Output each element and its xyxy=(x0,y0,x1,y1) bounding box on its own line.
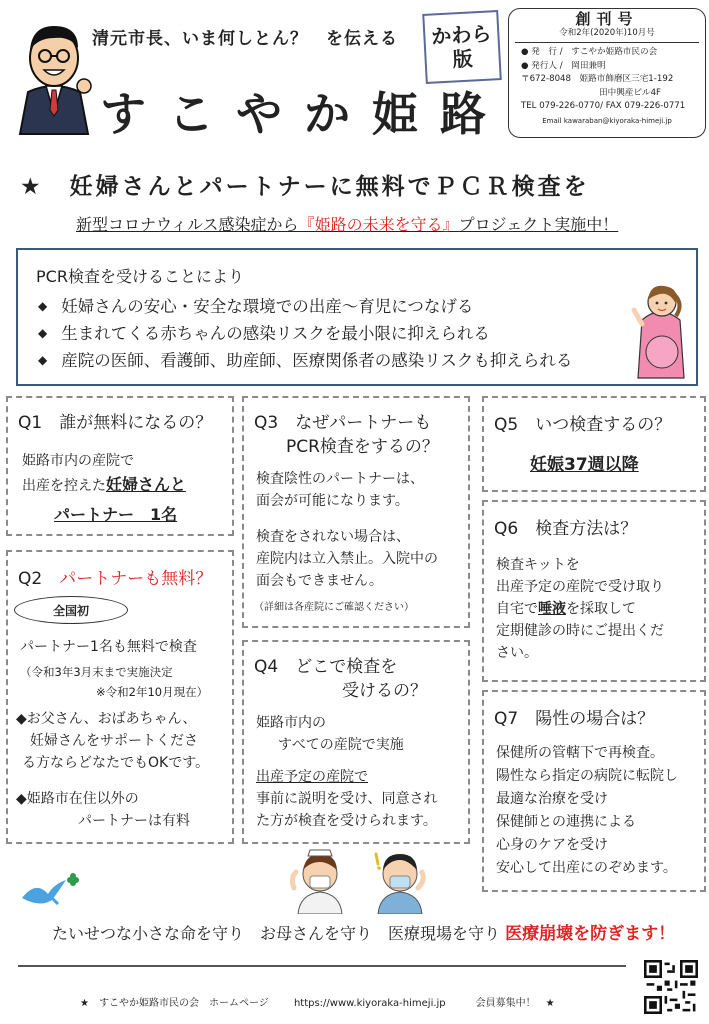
benefits-box xyxy=(16,248,698,386)
q7-line1: 保健所の管轄下で再検査。 xyxy=(496,745,664,761)
q6-line1: 検査キットを xyxy=(496,557,580,573)
nurse-illustration xyxy=(288,848,352,914)
q1-title: Q1 誰が無料になるの？ xyxy=(18,413,213,433)
issue-title: 創刊号 xyxy=(575,10,639,28)
q1-line1: 姫路市内の産院で xyxy=(22,453,134,469)
q7-line2: 陽性なら指定の病院に転院し xyxy=(496,768,678,784)
issue-info-box xyxy=(508,8,706,138)
q7-line3: 最適な治療を受け xyxy=(496,791,608,807)
q2-line4: ◆お父さん、おばあちゃん、 xyxy=(16,711,197,727)
q2-line7: ◆姫路市在住以外の xyxy=(16,791,139,807)
q2-line3: ※令和2年10月現在） xyxy=(96,685,209,699)
subhead-post: プロジェクト実施中！ xyxy=(458,215,619,234)
q6-line3-c: を採取して xyxy=(566,601,636,617)
pregnant-woman-illustration xyxy=(630,280,692,380)
benefits-list xyxy=(38,294,572,375)
q5-title: Q5 いつ検査するの？ xyxy=(494,415,672,435)
q4-title-line2: 受けるの？ xyxy=(342,681,427,701)
q6-line4: 定期健診の時にご提出くだ xyxy=(496,623,664,639)
q2-title-prefix: Q2 xyxy=(18,569,60,589)
q1-box xyxy=(6,396,234,536)
tel-fax: TEL 079-226-0770/ FAX 079-226-0771 xyxy=(521,101,686,111)
q3-box xyxy=(242,396,470,628)
q2-title-red: パートナーも無料？ xyxy=(59,569,213,589)
kawaraban-stamp xyxy=(422,10,502,84)
q3-line2: 面会が可能になります。 xyxy=(256,493,409,509)
q4-line5: た方が検査を受けられます。 xyxy=(256,813,437,829)
subheadline xyxy=(76,212,618,235)
q6-saliva: 唾液 xyxy=(538,601,566,617)
q6-line2: 出産予定の産院で受け取り xyxy=(496,579,664,595)
stamp-line1: かわら xyxy=(430,21,492,49)
q1-line2 xyxy=(22,472,186,495)
q3-line5: 面会もできません。 xyxy=(256,573,383,589)
q7-line4: 保健師との連携による xyxy=(496,814,636,830)
subhead-pre: 新型コロナウィルス感染症から xyxy=(76,215,299,234)
mayor-illustration xyxy=(14,14,94,140)
q2-title xyxy=(18,564,212,589)
subhead-red: 『姫路の未来を守る』 xyxy=(298,215,459,234)
newsletter-title: すこやか姫路 xyxy=(100,87,508,141)
q4-line2: すべての産院で実施 xyxy=(278,737,404,753)
q6-line5: さい。 xyxy=(496,645,538,661)
q2-box xyxy=(6,550,234,844)
benefits-lead: PCR検査を受けることにより xyxy=(36,267,244,286)
q5-answer: 妊娠37週以降 xyxy=(530,455,639,475)
q7-title: Q7 陽性の場合は？ xyxy=(494,709,655,729)
q3-title-line2: PCR検査をするの？ xyxy=(286,437,439,457)
q7-box xyxy=(482,690,706,892)
address: 〒672-8048 姫路市飾磨区三宅1-192 xyxy=(521,74,674,84)
benefit-item: ◆ 生まれてくる赤ちゃんの感染リスクを最小限に抑えられる xyxy=(38,321,572,348)
q6-line3-a: 自宅で xyxy=(496,601,538,617)
doctor-illustration xyxy=(368,848,432,914)
q6-box xyxy=(482,500,706,682)
qr-code[interactable] xyxy=(644,960,698,1014)
q2-line1: パートナー1名も無料で検査 xyxy=(20,639,197,655)
q6-title: Q6 検査方法は？ xyxy=(494,519,638,539)
q5-box xyxy=(482,396,706,492)
benefit-item: ◆ 妊婦さんの安心・安全な環境での出産～育児につなげる xyxy=(38,294,572,321)
q4-line4: 事前に説明を受け、同意され xyxy=(256,791,438,807)
q3-line4: 産院内は立入禁止。入院中の xyxy=(256,551,438,567)
slogan xyxy=(52,919,675,944)
q3-line3: 検査をされない場合は、 xyxy=(256,529,410,545)
tagline: 清元市長、いま何しとん？ を伝える xyxy=(92,29,398,49)
slogan-red: 医療崩壊を防ぎます！ xyxy=(505,924,676,944)
q4-title-line1: Q4 どこで検査を xyxy=(254,657,398,677)
first-in-nation-bubble: 全国初 xyxy=(14,596,128,624)
q4-line1: 姫路市内の xyxy=(256,715,326,731)
q1-highlight: 妊婦さんと xyxy=(106,475,187,494)
q1-line2-text: 出産を控えた xyxy=(22,478,106,494)
q3-title-line1: Q3 なぜパートナーも xyxy=(254,413,432,433)
q2-line6: る方ならどなたでもOKです。 xyxy=(22,755,210,771)
publisher: ● 発 行 / すこやか姫路市民の会 xyxy=(521,47,658,57)
slogan-main: たいせつな小さな命を守り お母さんを守り 医療現場を守り xyxy=(52,924,501,943)
q6-line3 xyxy=(496,598,636,621)
q2-line8: パートナーは有料 xyxy=(78,813,190,829)
bird-clover-illustration xyxy=(18,872,82,912)
address-building: 田中興産ビル4F xyxy=(599,87,661,98)
q2-line2: （令和3年3月末まで実施決定 xyxy=(20,665,173,679)
editor: ● 発行人 / 岡田兼明 xyxy=(521,60,606,71)
headline: ★ 妊婦さんとパートナーに無料でＰＣＲ検査を xyxy=(20,174,590,200)
footer-divider xyxy=(18,965,626,967)
q3-note: （詳細は各産院にご確認ください） xyxy=(254,602,414,613)
q7-line6: 安心して出産にのぞめます。 xyxy=(496,860,677,876)
issue-date: 令和2年(2020年)10月号 xyxy=(515,27,699,44)
q1-line3: パートナー 1名 xyxy=(54,505,178,524)
q4-box xyxy=(242,640,470,844)
footer-text: ★ すこやか姫路市民の会 ホームページ https://www.kiyoraka-himeji.jp 会員募集中！ ★ xyxy=(80,998,555,1009)
q7-line5: 心身のケアを受け xyxy=(496,837,608,853)
stamp-line2: 版 xyxy=(452,46,474,72)
q3-line1: 検査陰性のパートナーは、 xyxy=(256,471,424,487)
q2-line5: 妊婦さんをサポートくださ xyxy=(30,733,198,749)
q4-line3: 出産予定の産院で xyxy=(256,769,368,785)
email: Email kawaraban@kiyoraka-himeji.jp xyxy=(542,116,672,125)
benefit-item: ◆ 産院の医師、看護師、助産師、医療関係者の感染リスクも抑えられる xyxy=(38,348,572,375)
